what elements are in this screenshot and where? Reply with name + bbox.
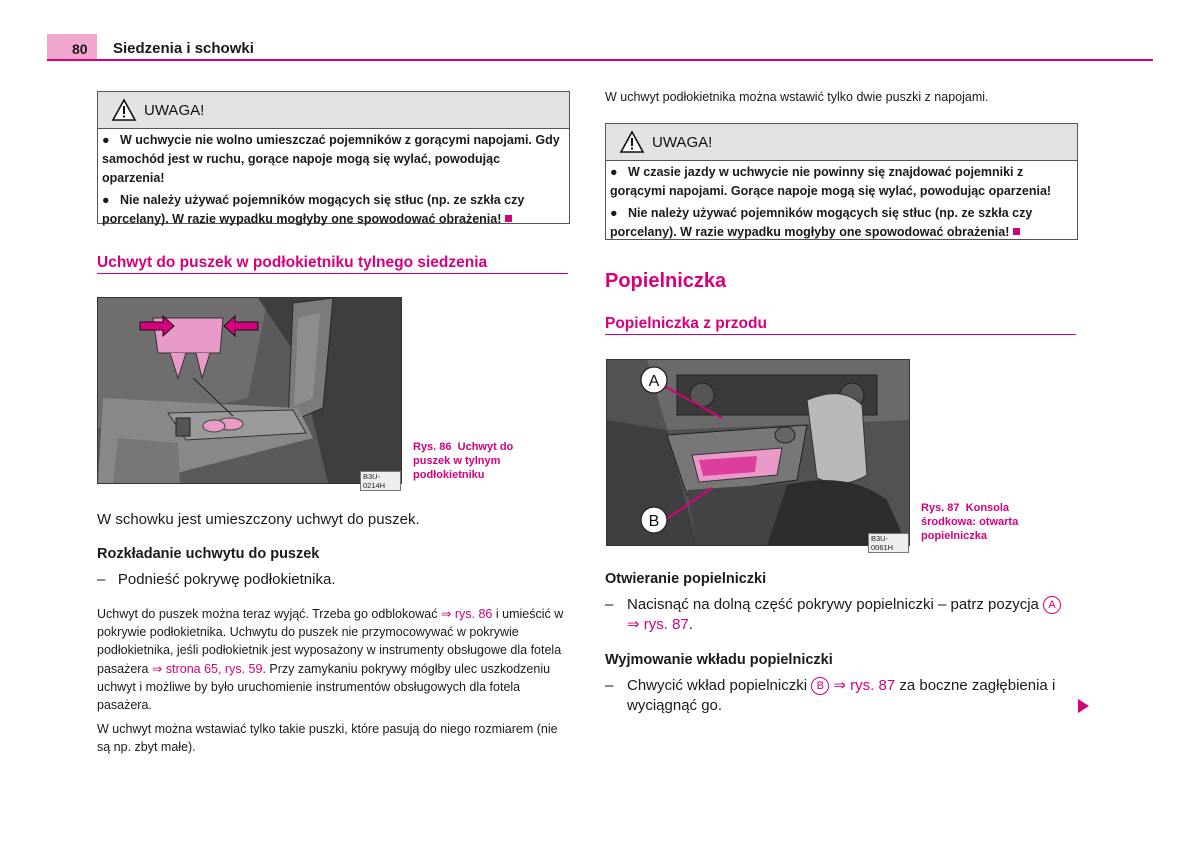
warning-item: ● Nie należy używać pojemników mogących się stłuc (np. ze szkła czy porcelany). W razie wypadku mogłyby one spowodować obrażenia! xyxy=(610,206,1033,239)
page-number: 80 xyxy=(72,41,88,57)
warning-item: ● W czasie jazdy w uchwycie nie powinny się znajdować pojemniki z gorącymi napojami. Gorące napoje mogą się wylać, powodując oparzenia! xyxy=(610,165,1052,198)
chapter-title: Popielniczka xyxy=(605,270,727,292)
link-fig-86[interactable]: ⇒ rys. 86 xyxy=(440,607,493,621)
header-rule xyxy=(47,59,1153,61)
step-item: – Nacisnąć na dolną część pokrywy popielniczki – patrz pozycja A ⇒ rys. 87. xyxy=(605,595,1075,635)
subhead-remove-insert: Wyjmowanie wkładu popielniczki xyxy=(605,652,833,668)
callout-a: A xyxy=(648,373,660,390)
warning-box-right xyxy=(605,123,1078,240)
section-title-cupholder: Uchwyt do puszek w podłokietniku tylnego siedzenia xyxy=(97,254,488,271)
intro-text: W schowku jest umieszczony uchwyt do puszek. xyxy=(97,511,420,528)
figure-86-image xyxy=(97,297,402,490)
warning-triangle-icon xyxy=(112,99,136,121)
end-marker-icon xyxy=(505,215,512,222)
right-top-text: W uchwyt podłokietnika można wstawić tylko dwie puszki z napojami. xyxy=(605,90,989,104)
step-item: – Podnieść pokrywę podłokietnika. xyxy=(97,571,336,588)
warning-header xyxy=(606,124,1077,161)
warning-title: UWAGA! xyxy=(144,101,205,119)
link-fig-87[interactable]: ⇒ rys. 87 xyxy=(627,616,689,633)
figure-86-caption: Rys. 86 Uchwyt do puszek w tylnym podłokietniku xyxy=(413,441,514,481)
warning-triangle-icon xyxy=(620,131,644,153)
paragraph-1: Uchwyt do puszek można teraz wyjąć. Trzeba go odblokować ⇒ rys. 86 i umieścić w pokrywie podłokietnika. Uchwytu do puszek nie przymocowywać w pokrywie podłokietnika, jeśli podłokietnik jest wyposażony w instrumenty obsługowe dla fotela pasażera ⇒ strona 65, rys. 59. Przy zamykaniu pokrywy mógłby ulec uszkodzeniu uchwyt i możliwe by było uruchomienie instrumentów obsługowych dla fotela pasażera. xyxy=(97,607,564,713)
figure-87-image xyxy=(606,359,910,552)
figure-code: B3U-0061H xyxy=(868,533,909,553)
continue-arrow-icon xyxy=(1078,699,1089,713)
running-head: Siedzenia i schowki xyxy=(113,40,254,57)
subhead-unfold: Rozkładanie uchwytu do puszek xyxy=(97,546,320,562)
step-item: – Chwycić wkład popielniczki B ⇒ rys. 87 za boczne zagłębienia i wyciągnąć go. xyxy=(605,677,1056,714)
figure-code: B3U-0214H xyxy=(360,471,401,491)
console-illustration xyxy=(607,360,909,545)
section-rule xyxy=(97,273,568,274)
paragraph-2: W uchwyt można wstawiać tylko takie puszki, które pasują do niego rozmiarem (nie są np. zbyt małe). xyxy=(97,722,558,755)
callout-b: B xyxy=(648,513,660,530)
section-rule xyxy=(605,334,1076,335)
warning-title: UWAGA! xyxy=(652,133,713,151)
warning-box-left xyxy=(97,91,570,224)
subhead-opening: Otwieranie popielniczki xyxy=(605,571,767,587)
section-title-ashtray: Popielniczka z przodu xyxy=(605,315,767,332)
figure-87-caption: Rys. 87 Konsola środkowa: otwarta popielniczka xyxy=(921,502,1019,542)
armrest-illustration xyxy=(98,298,401,483)
position-a-icon: A xyxy=(1043,596,1061,614)
link-page-65[interactable]: ⇒ strona 65, rys. 59 xyxy=(151,661,263,676)
warning-header xyxy=(98,92,569,129)
warning-item: ● Nie należy używać pojemników mogących się stłuc (np. ze szkła czy porcelany). W razie wypadku mogłyby one spowodować obrażenia! xyxy=(102,193,525,226)
position-b-icon: B xyxy=(811,677,829,695)
link-fig-87[interactable]: ⇒ rys. 87 xyxy=(833,677,896,694)
warning-item: ● W uchwycie nie wolno umieszczać pojemników z gorącymi napojami. Gdy samochód jest w ruchu, gorące napoje mogą się wylać, powodując oparzenia! xyxy=(102,133,560,185)
end-marker-icon xyxy=(1013,228,1020,235)
